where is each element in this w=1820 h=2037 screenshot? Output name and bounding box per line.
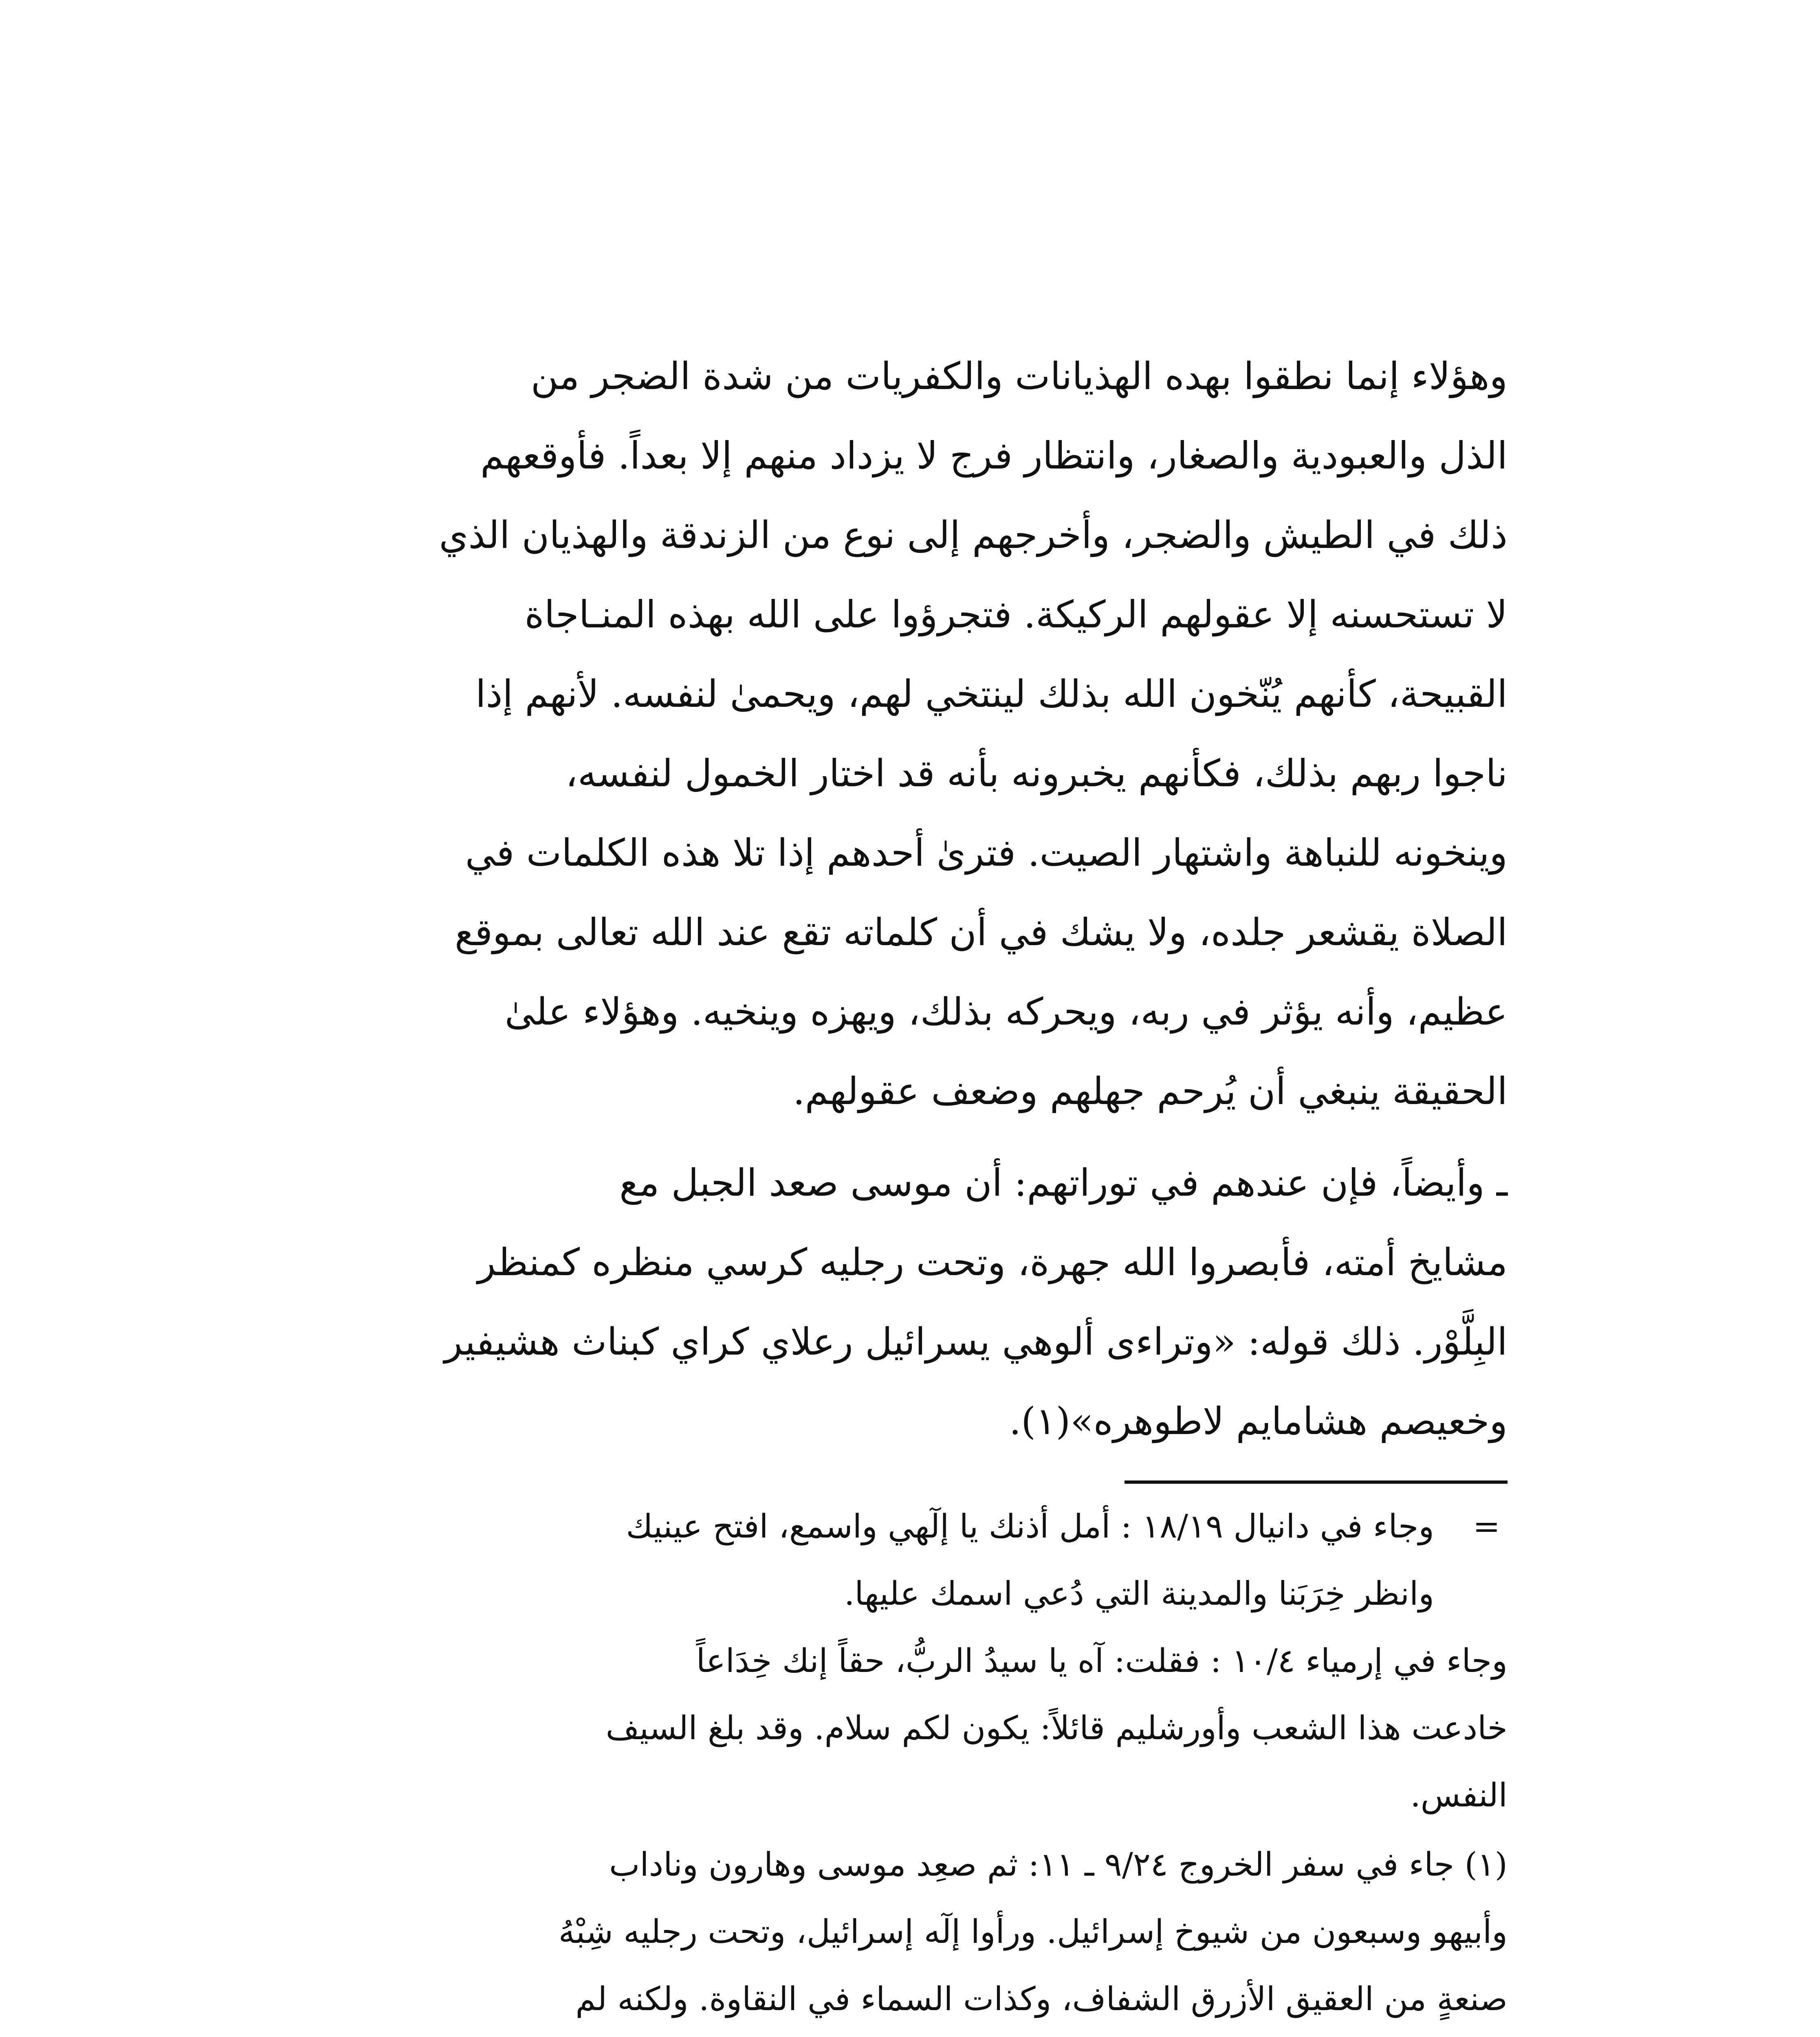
paragraph-1-line: ناجوا ربهم بذلك، فكأنهم يخبرونه بأنه قد اختار الخمول لنفسه، bbox=[566, 752, 1507, 795]
footnote-1-line: (١) جاء في سفر الخروج ٩/٢٤ ـ ١١: ثم صعِد موسى وهارون وناداب bbox=[609, 1846, 1507, 1883]
footnote-continued-line: وانظر خِرَبَنا والمدينة التي دُعي اسمك عليها. bbox=[844, 1575, 1434, 1612]
footnote-continued-line: خادعت هذا الشعب وأورشليم قائلاً: يكون لكم سلام. وقد بلغ السيف bbox=[605, 1709, 1507, 1747]
paragraph-2-line: ـ وأيضاً، فإن عندهم في توراتهم: أن موسى صعد الجبل مع bbox=[619, 1161, 1507, 1205]
paragraph-1-line: القبيحة، كأنهم يُنّخون الله بذلك لينتخي لهم، ويحمىٰ لنفسه. لأنهم إذا bbox=[475, 672, 1507, 716]
footnote-1-line: صنعةٍ من العقيق الأزرق الشفاف، وكذات السماء في النقاوة. ولكنه لم bbox=[575, 1980, 1507, 2018]
paragraph-1-line: الحقيقة ينبغي أن يُرحم جهلهم وضعف عقولهم. bbox=[793, 1069, 1507, 1113]
footnote-continued-line: وجاء في إرمياء ١٠/٤ : فقلت: آه يا سيدُ الربُّ، حقاً إنك خِدَاعاً bbox=[696, 1642, 1507, 1680]
footnote-continuation-mark: = bbox=[1473, 1507, 1501, 1545]
paragraph-2-line: مشايخ أمته، فأبصروا الله جهرة، وتحت رجليه كرسي منظره كمنظر bbox=[477, 1241, 1507, 1284]
paragraph-1-line: الذل والعبودية والصغار، وانتظار فرج لا يزداد منهم إلا بعداً. فأوقعهم bbox=[480, 434, 1507, 477]
paragraph-1-line: وينخونه للنباهة واشتهار الصيت. فترىٰ أحدهم إذا تلا هذه الكلمات في bbox=[465, 831, 1507, 875]
footnote-continued-line: وجاء في دانيال ١٨/١٩ : أمل أذنك يا إلٓهي واسمع، افتح عينيك bbox=[626, 1507, 1434, 1545]
paragraph-1-line: لا تستحسنه إلا عقولهم الركيكة. فتجرؤوا على الله بهذه المنـاجاة bbox=[524, 593, 1507, 636]
paragraph-1-line: ذلك في الطيش والضجر، وأخرجهم إلى نوع من الزندقة والهذيان الذي bbox=[439, 513, 1507, 557]
paragraph-1-line: عظيم، وأنه يؤثر في ربه، ويحركه بذلك، ويهزه وينخيه. وهؤلاء علىٰ bbox=[504, 990, 1507, 1034]
paragraph-2-line: وخعيصم هشامايم لاطوهره»(١). bbox=[1009, 1399, 1507, 1443]
paragraph-2-line: البِلَّوْر. ذلك قوله: «وتراءى ألوهي يسرائيل رعلاي كراي كبناث هشيفير bbox=[444, 1320, 1507, 1364]
paragraph-1-line: الصلاة يقشعر جلده، ولا يشك في أن كلماته تقع عند الله تعالى بموقع bbox=[455, 911, 1507, 954]
footnote-continued-line: النفس. bbox=[1410, 1776, 1507, 1814]
footnote-separator bbox=[1125, 1480, 1507, 1484]
footnote-1-line: وأبيهو وسبعون من شيوخ إسرائيل. ورأوا إلٓه إسرائيل، وتحت رجليه شِبْهُ bbox=[558, 1913, 1507, 1951]
paragraph-1-line: وهؤلاء إنما نطقوا بهده الهذيانات والكفريات من شدة الضجر من bbox=[530, 354, 1507, 398]
